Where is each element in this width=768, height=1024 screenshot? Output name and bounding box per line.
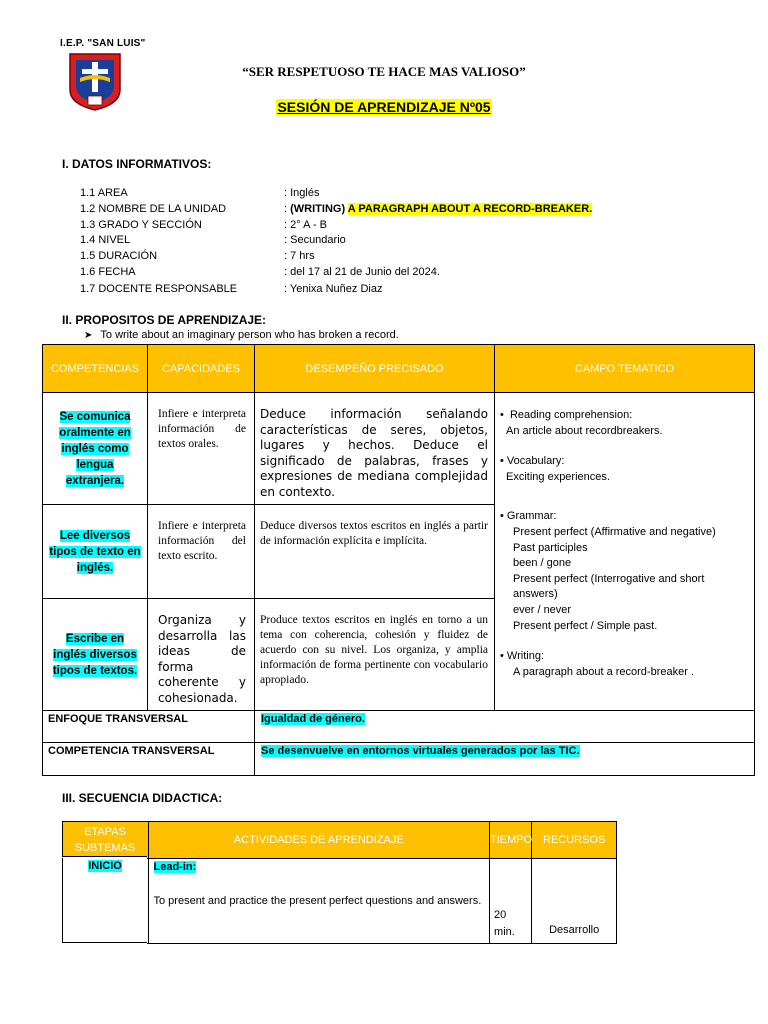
desempeno-cell: Deduce diversos textos escritos en inglés a partir de información explícita e implícita. bbox=[255, 505, 495, 599]
section-2-heading: II. PROPOSITOS DE APRENDIZAJE: bbox=[62, 313, 267, 327]
info-value: : 2° A - B bbox=[284, 219, 327, 231]
competencias-table bbox=[42, 344, 755, 776]
recursos-cell: Desarrollo bbox=[532, 859, 617, 944]
competencia-transversal-label: COMPETENCIA TRANSVERSAL bbox=[43, 743, 255, 776]
info-value: : Secundario bbox=[284, 234, 346, 246]
info-label: 1.1 AREA bbox=[80, 187, 128, 199]
header-desempeno: DESEMPEÑO PRECISADO bbox=[255, 345, 495, 393]
competencia-cell: Escribe en inglés diversos tipos de textos. bbox=[43, 599, 148, 711]
campo-tematico-cell: • Reading comprehension: An article about recordbreakers. • Vocabulary: Exciting experiences. • Grammar: Present perfect (Affirmative and negative) Past participles been / gone Present perfect (Interrogative and short answers) ever / never Present perfect / Simple past. • Writing: A paragraph about a record-breaker . bbox=[495, 393, 755, 711]
seq-row-inicio bbox=[147, 859, 617, 944]
header-competencias: COMPETENCIAS bbox=[43, 345, 148, 393]
etapas-column bbox=[62, 821, 148, 943]
info-row-unidad bbox=[0, 203, 768, 219]
info-label: 1.4 NIVEL bbox=[80, 234, 131, 246]
section-3-heading: III. SECUENCIA DIDACTICA: bbox=[62, 791, 223, 805]
seq-header-row bbox=[147, 822, 617, 859]
info-row-duracion bbox=[0, 250, 768, 266]
tiempo-cell: 20 min. bbox=[490, 859, 532, 944]
section-1-heading: I. DATOS INFORMATIVOS: bbox=[62, 157, 212, 171]
desempeno-cell: Deduce información señalando características de seres, objetos, lugares y hechos. Deduce el significado de palabras, frases y expresiones de mediana complejidad en contexto. bbox=[255, 393, 495, 505]
info-value: : Inglés bbox=[284, 187, 320, 199]
enfoque-transversal-row bbox=[43, 711, 755, 743]
enfoque-label: ENFOQUE TRANSVERSAL bbox=[43, 711, 255, 743]
session-title: SESIÓN DE APRENDIZAJE Nº05 bbox=[277, 99, 491, 115]
actividad-cell: Lead-in: To present and practice the present perfect questions and answers. bbox=[148, 859, 490, 944]
info-label: 1.3 GRADO Y SECCIÓN bbox=[80, 219, 202, 231]
competencia-transversal-value: Se desenvuelve en entornos virtuales generados por las TIC. bbox=[255, 743, 755, 776]
desempeno-cell: Produce textos escritos en inglés en torno a un tema con coherencia, cohesión y fluidez de acuerdo con su nivel. Los organiza, y amplia información de forma pertinente con vocabulario apropiado. bbox=[255, 599, 495, 711]
info-row-area bbox=[0, 187, 768, 203]
info-row-grado bbox=[0, 219, 768, 235]
purpose-text: To write about an imaginary person who has broken a record. bbox=[100, 329, 399, 341]
header-recursos: RECURSOS bbox=[532, 822, 617, 859]
table-header-row bbox=[43, 345, 755, 393]
info-row-fecha bbox=[0, 266, 768, 282]
info-value: : (WRITING) A PARAGRAPH ABOUT A RECORD-BREAKER. bbox=[284, 203, 593, 215]
info-row-nivel bbox=[0, 234, 768, 250]
school-name: I.E.P. "SAN LUIS" bbox=[60, 38, 146, 49]
info-value: : 7 hrs bbox=[284, 250, 315, 262]
header-campo: CAMPO TEMATICO bbox=[495, 345, 755, 393]
purpose-line bbox=[84, 329, 399, 341]
secuencia-table bbox=[147, 821, 617, 944]
header-actividades: ACTIVIDADES DE APRENDIZAJE bbox=[148, 822, 490, 859]
competencia-cell: Se comunica oralmente en inglés como lengua extranjera. bbox=[43, 393, 148, 505]
info-label: 1.2 NOMBRE DE LA UNIDAD bbox=[80, 203, 227, 215]
school-motto: “SER RESPETUOSO TE HACE MAS VALIOSO” bbox=[242, 64, 526, 79]
capacidad-cell: Infiere e interpreta información de textos orales. bbox=[148, 393, 255, 505]
info-row-docente bbox=[0, 283, 768, 299]
info-label: 1.5 DURACIÓN bbox=[80, 250, 158, 262]
info-value: : Yenixa Nuñez Diaz bbox=[284, 283, 383, 295]
competencia-cell: Lee diversos tipos de texto en inglés. bbox=[43, 505, 148, 599]
info-label: 1.6 FECHA bbox=[80, 266, 136, 278]
table-row bbox=[43, 393, 755, 505]
competencia-transversal-row bbox=[43, 743, 755, 776]
info-value: : del 17 al 21 de Junio del 2024. bbox=[284, 266, 440, 278]
header-tiempo: TIEMPO bbox=[490, 822, 532, 859]
capacidad-cell: Organiza y desarrolla las ideas de forma coherente y cohesionada. bbox=[148, 599, 255, 711]
etapa-cell: INICIO bbox=[62, 858, 147, 943]
header-etapas: ETAPAS SUBTEMAS bbox=[62, 821, 147, 857]
capacidad-cell: Infiere e interpreta información del texto escrito. bbox=[148, 505, 255, 599]
info-label: 1.7 DOCENTE RESPONSABLE bbox=[80, 283, 238, 295]
header-capacidades: CAPACIDADES bbox=[148, 345, 255, 393]
enfoque-value: Igualdad de género. bbox=[255, 711, 755, 743]
arrow-bullet-icon: ➤ bbox=[84, 330, 93, 341]
